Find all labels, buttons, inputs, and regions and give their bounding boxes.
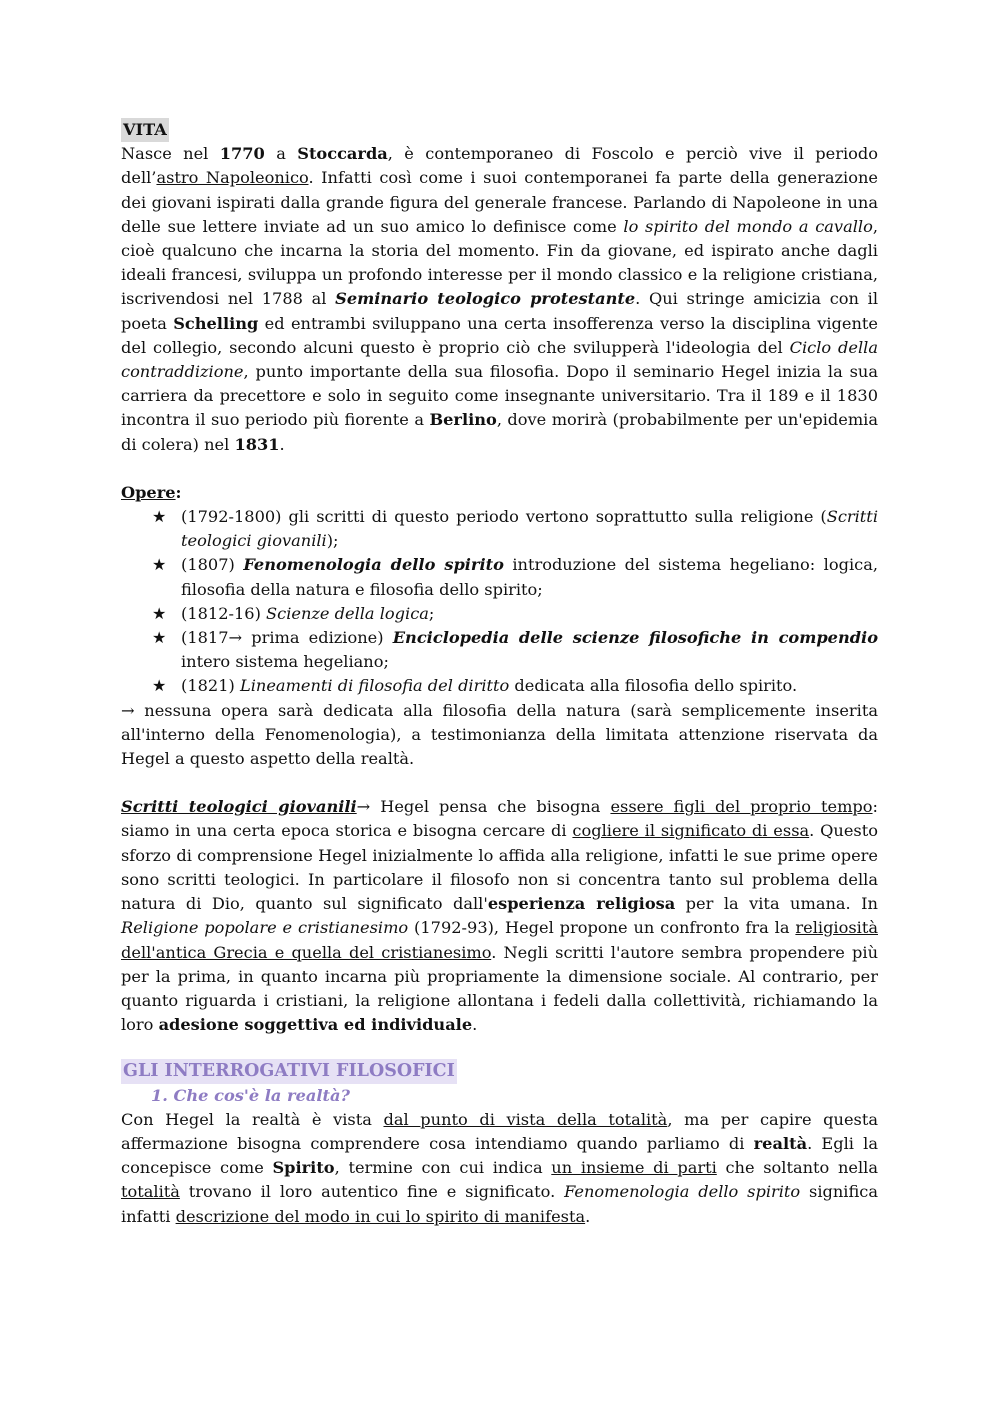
italic-text: Ciclo della contraddizione [121, 337, 878, 382]
text: ); [326, 531, 339, 551]
paragraph-vita [121, 142, 878, 457]
text: (1817→ prima edizione) [181, 628, 393, 648]
italic-text: Scienze della logica [266, 603, 429, 623]
underlined-text: dal punto di vista della totalità [383, 1109, 668, 1129]
bold-text: adesione soggettiva ed individuale [158, 1015, 473, 1035]
text: : [175, 482, 182, 502]
text: , cioè qualcuno che incarna la storia del momento. Fin da giovane, ed ispirato anche dagli ideali francesi, sviluppa un profondo interesse per il mondo classico e la religione cristiana, iscrivendosi nel 1788 al [121, 216, 878, 309]
underlined-text: astro Napoleonico [156, 168, 309, 188]
schelling-name: Schelling [173, 313, 259, 333]
text: (1792-93), Hegel propone un confronto fra la [408, 918, 796, 938]
text: che soltanto nella [716, 1158, 878, 1178]
document-page [121, 118, 878, 1229]
berlino-name: Berlino [429, 410, 497, 430]
italic-text: lo spirito del mondo a cavallo [623, 216, 873, 236]
scritti-title: Scritti teologici giovanili [121, 797, 357, 817]
text: introduzione del sistema hegeliano: logica, filosofia della natura e filosofia dello spirito; [181, 555, 878, 599]
birth-year: 1770 [219, 144, 265, 164]
heading-vita: VITA [121, 118, 169, 142]
text: per la vita umana. In [675, 894, 878, 914]
text: . [472, 1015, 478, 1035]
paragraph-opere-note: → nessuna opera sarà dedicata alla filosofia della natura (sarà semplicemente inserita all'interno della Fenomenologia), a testimonianza della limitata attenzione riservata da Hegel a questo aspetto della realtà. [121, 700, 878, 769]
birth-city: Stoccarda [297, 144, 388, 164]
text: . [585, 1206, 591, 1226]
italic-text: Religione popolare e cristianesimo [121, 918, 409, 938]
star-icon: ★ [152, 555, 167, 575]
italic-text: Scritti teologici giovanili [181, 507, 878, 551]
list-item [121, 626, 878, 674]
text: dedicata alla filosofia dello spirito. [509, 676, 798, 696]
text: . Questo sforzo di comprensione Hegel inizialmente lo affida alla religione, infatti le sue prime opere sono scritti teologici. In particolare il filosofo non si concentra tanto sul problema della natura di Dio, quanto sul significato dall' [121, 821, 878, 914]
bold-text: realtà [753, 1133, 808, 1153]
text: . Negli scritti l'autore sembra propendere più per la prima, in quanto incarna più propriamente la dimensione sociale. Al contrario, per quanto riguarda i cristiani, la religione allontana i fedeli dalla collettività, richiamando la loro [121, 942, 878, 1035]
text: , termine con cui indica [334, 1158, 552, 1178]
text: (1812-16) [181, 603, 267, 623]
text: , punto importante della sua filosofia. Dopo il seminario Hegel inizia la sua carriera da precettore e solo in seguito come insegnante universitario. Tra il 189 e il 1830 incontra il suo periodo più fiorente a [121, 362, 878, 430]
text: Con Hegel la realtà è vista [121, 1109, 384, 1129]
star-icon: ★ [152, 603, 167, 623]
text: , è contemporaneo di Foscolo e perciò vive il periodo dell’ [121, 144, 878, 188]
star-icon: ★ [152, 507, 167, 527]
underlined-text: descrizione del modo in cui lo spirito di manifesta [175, 1206, 586, 1226]
text: Nasce nel [121, 144, 220, 164]
text: intero sistema hegeliano; [181, 652, 389, 672]
italic-text: Fenomenologia dello spirito [564, 1182, 801, 1202]
text: significa infatti [121, 1182, 878, 1226]
bold-text: esperienza religiosa [487, 894, 676, 914]
text: (1807) [181, 555, 244, 575]
works-list [121, 505, 878, 699]
text: (1792-1800) gli scritti di questo periodo vertono soprattutto sulla religione ( [181, 507, 827, 527]
underlined-text: totalità [121, 1182, 180, 1202]
heading-interrogativi: GLI INTERROGATIVI FILOSOFICI [121, 1059, 457, 1083]
list-item [121, 505, 878, 553]
paragraph-realta [121, 1108, 878, 1229]
paragraph-scritti [121, 795, 878, 1037]
underlined-text: religiosità dell'antica Grecia e quella del cristianesimo [121, 918, 878, 962]
bold-text: Spirito [272, 1158, 335, 1178]
subheading-question: 1. Che cos'è la realtà? [151, 1085, 350, 1105]
heading-opere [121, 481, 878, 505]
underlined-text: cogliere il significato di essa [572, 821, 810, 841]
star-icon: ★ [152, 676, 167, 696]
star-icon: ★ [152, 628, 167, 648]
list-item [121, 553, 878, 601]
text: . Qui stringe amicizia con il poeta [121, 289, 878, 333]
text: ed entrambi sviluppano una certa insofferenza verso la disciplina vigente del collegio, secondo alcuni questo è proprio ciò che svilupperà l'ideologia del [121, 313, 878, 357]
text: , ma per capire questa affermazione bisogna comprendere cosa intendiamo quando parliamo di [121, 1109, 878, 1153]
seminario-title: Seminario teologico protestante [335, 289, 636, 309]
work-title: Fenomenologia dello spirito [243, 555, 504, 575]
work-title: Enciclopedia delle scienze filosofiche in compendio [392, 628, 879, 648]
spacer [121, 771, 878, 795]
list-item [121, 602, 878, 626]
text: → Hegel pensa che bisogna [356, 797, 611, 817]
text: a [264, 144, 298, 164]
text: (1821) [181, 676, 240, 696]
list-item [121, 674, 878, 698]
text: trovano il loro autentico fine e significato. [179, 1182, 565, 1202]
text: : siamo in una certa epoca storica e bisogna cercare di [121, 797, 878, 841]
death-year: 1831 [234, 434, 280, 454]
italic-text: Lineamenti di filosofia del diritto [239, 676, 510, 696]
opere-title: Opere [121, 482, 176, 502]
text: . [279, 434, 285, 454]
underlined-text: un insieme di parti [551, 1158, 717, 1178]
underlined-text: essere figli del proprio tempo [610, 797, 873, 817]
text: . Egli la concepisce come [121, 1133, 878, 1178]
text: ; [428, 603, 435, 623]
text: , dove morirà (probabilmente per un'epidemia di colera) nel [121, 410, 878, 454]
text: . Infatti così come i suoi contemporanei fa parte della generazione dei giovani ispirati dalla grande figura del generale francese. Parlando di Napoleone in una delle sue lettere inviate ad un suo amico lo definisce come [121, 168, 878, 236]
